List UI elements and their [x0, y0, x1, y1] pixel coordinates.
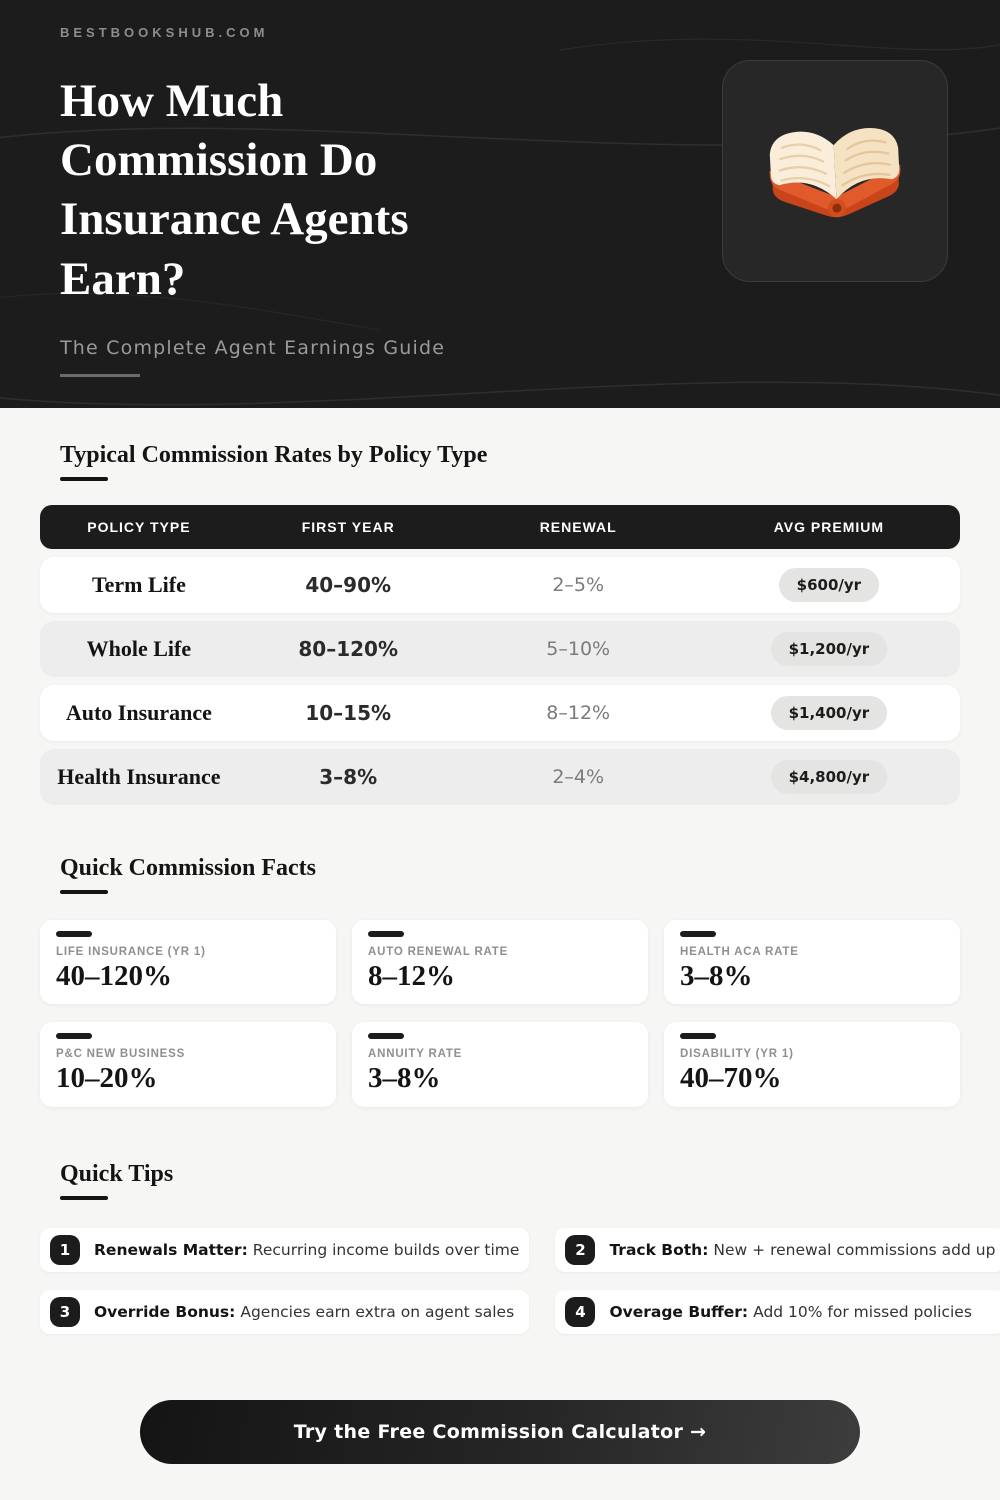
fact-card: [352, 1022, 648, 1106]
tip-item: [40, 1228, 529, 1272]
table-row: [40, 621, 960, 677]
fact-value: 3–8%: [680, 960, 753, 992]
tip-item: [555, 1228, 1000, 1272]
table-row: [40, 685, 960, 741]
tips-section-heading: Quick Tips: [60, 1160, 174, 1187]
tip-text: [94, 1303, 514, 1321]
subtitle-underline: [60, 374, 140, 377]
tip-number-badge: 2: [565, 1235, 595, 1265]
page-title-line: Commission Do: [60, 134, 378, 187]
column-header-first-year: FIRST YEAR: [301, 519, 395, 535]
tip-label: Track Both:: [609, 1240, 709, 1259]
table-header-row: [40, 505, 960, 549]
heading-underline: [60, 1196, 108, 1200]
fact-accent-dash: [368, 931, 404, 937]
tip-number-badge: 1: [50, 1235, 80, 1265]
fact-card: [40, 1022, 336, 1106]
first-year-rate: 3–8%: [319, 765, 378, 789]
tip-text: [609, 1303, 971, 1321]
fact-value: 3–8%: [368, 1062, 441, 1095]
fact-accent-dash: [680, 931, 716, 937]
tip-number-badge: 4: [565, 1297, 595, 1327]
fact-card: [352, 920, 648, 1004]
fact-card: [40, 920, 336, 1004]
fact-label: DISABILITY (YR 1): [680, 1048, 794, 1061]
open-book-icon: [756, 109, 914, 233]
first-year-rate: 80–120%: [298, 637, 398, 661]
page-subtitle: The Complete Agent Earnings Guide: [60, 336, 446, 359]
page-title-line: How Much: [60, 75, 284, 127]
fact-card: [664, 1022, 960, 1106]
fact-label: ANNUITY RATE: [368, 1048, 463, 1061]
fact-accent-dash: [680, 1033, 716, 1039]
fact-accent-dash: [56, 931, 92, 937]
book-illustration-box: [722, 60, 948, 282]
tip-item: [555, 1290, 1000, 1334]
tip-text: [609, 1241, 995, 1259]
fact-card: [664, 920, 960, 1004]
fact-label: P&C NEW BUSINESS: [56, 1048, 186, 1061]
fact-label: LIFE INSURANCE (YR 1): [56, 946, 206, 958]
fact-accent-dash: [368, 1033, 404, 1039]
hero-header: [0, 0, 1000, 408]
fact-accent-dash: [56, 1033, 92, 1039]
tip-description: Recurring income builds over time: [252, 1240, 520, 1259]
facts-section: [40, 855, 960, 1107]
policy-name: Auto Insurance: [65, 700, 212, 725]
fact-value: 40–70%: [680, 1062, 782, 1095]
policy-name: Health Insurance: [57, 764, 221, 789]
rates-section-heading: Typical Commission Rates by Policy Type: [60, 442, 488, 468]
facts-section-heading: Quick Commission Facts: [60, 855, 317, 881]
fact-value: 8–12%: [368, 960, 455, 992]
tip-number-badge: 3: [50, 1297, 80, 1327]
page-title-line: Earn?: [60, 252, 186, 305]
tip-label: Renewals Matter:: [94, 1240, 248, 1259]
renewal-rate: 2–5%: [552, 574, 605, 596]
tips-section: [40, 1160, 996, 1334]
facts-grid: [40, 920, 960, 1107]
first-year-rate: 10–15%: [305, 701, 392, 725]
tip-label: Override Bonus:: [94, 1302, 236, 1321]
renewal-rate: 2–4%: [552, 766, 605, 788]
renewal-rate: 8–12%: [546, 702, 611, 724]
tips-grid: [40, 1228, 996, 1334]
tip-description: Add 10% for missed policies: [753, 1302, 972, 1321]
tip-text: [94, 1241, 519, 1259]
brand-text: BESTBOOKSHUB.COM: [60, 25, 269, 40]
heading-underline: [60, 890, 108, 894]
first-year-rate: 40–90%: [305, 573, 392, 597]
tip-item: [40, 1290, 529, 1334]
main-content: [0, 442, 1000, 1464]
fact-value: 10–20%: [56, 1062, 158, 1095]
avg-premium-badge: $4,800/yr: [771, 760, 888, 794]
tip-label: Overage Buffer:: [609, 1302, 749, 1321]
tip-description: Agencies earn extra on agent sales: [240, 1302, 515, 1321]
avg-premium-badge: $1,200/yr: [771, 632, 888, 666]
policy-name: Whole Life: [86, 636, 192, 661]
table-row: [40, 557, 960, 613]
commission-calculator-cta-button[interactable]: Try the Free Commission Calculator →: [140, 1400, 860, 1464]
column-header-renewal: RENEWAL: [539, 519, 617, 535]
fact-label: HEALTH ACA RATE: [680, 946, 799, 958]
heading-underline: [60, 477, 108, 481]
avg-premium-badge: $1,400/yr: [771, 696, 888, 730]
tip-description: New + renewal commissions add up: [713, 1240, 996, 1259]
avg-premium-badge: $600/yr: [779, 568, 879, 602]
page-title-line: Insurance Agents: [60, 193, 409, 246]
fact-label: AUTO RENEWAL RATE: [368, 946, 509, 958]
renewal-rate: 5–10%: [546, 638, 611, 660]
rates-section: [40, 442, 960, 805]
column-header-policy-type: POLICY TYPE: [87, 519, 191, 535]
column-header-avg-premium: AVG PREMIUM: [773, 519, 885, 535]
fact-value: 40–120%: [56, 960, 172, 992]
table-row: [40, 749, 960, 805]
policy-name: Term Life: [91, 572, 186, 597]
